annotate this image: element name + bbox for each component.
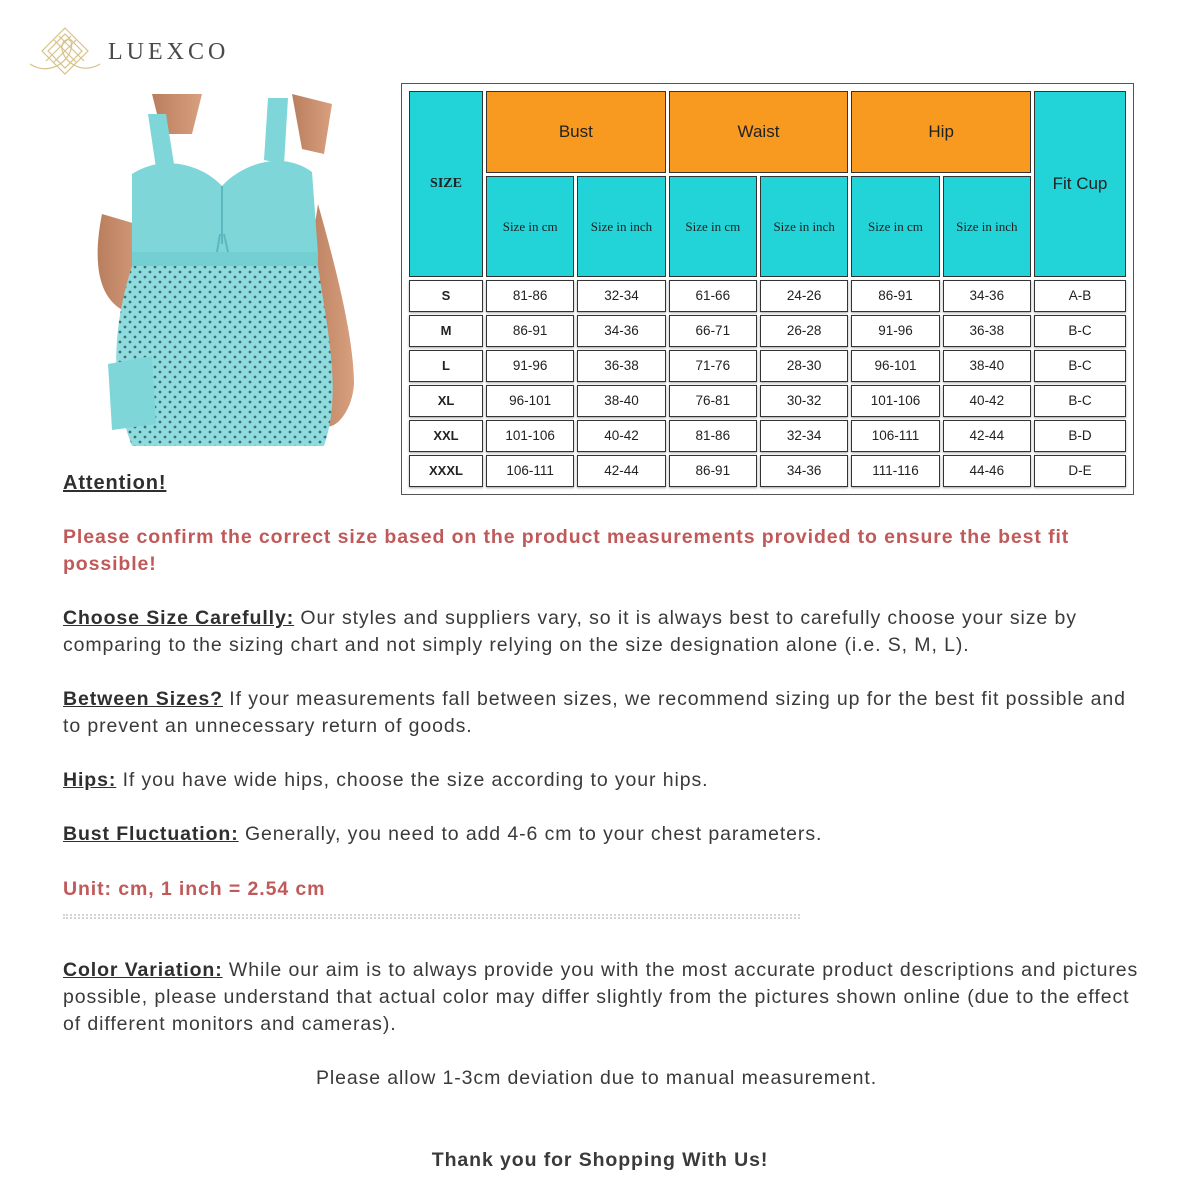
sub-header: Size in inch [760, 176, 848, 276]
dotted-divider [63, 914, 800, 919]
size-row [409, 315, 1126, 347]
size-value-cell: B-C [1034, 350, 1126, 382]
size-value-cell: 36-38 [577, 350, 665, 382]
size-value-cell: 34-36 [577, 315, 665, 347]
hips-label: Hips: [63, 769, 117, 791]
sub-header: Size in cm [851, 176, 939, 276]
deviation-note: Please allow 1-3cm deviation due to manual measurement. [315, 1067, 878, 1089]
size-value-cell: 32-34 [760, 420, 848, 452]
size-row [409, 420, 1126, 452]
size-label-cell: L [409, 350, 483, 382]
size-header: SIZE [409, 91, 483, 277]
sub-header: Size in inch [943, 176, 1031, 276]
hip-header: Hip [851, 91, 1031, 173]
between-sizes-text: If your measurements fall between sizes, we recommend sizing up for the best fit possible and to prevent an unnecessary return of goods. [63, 688, 1126, 737]
size-value-cell: 40-42 [943, 385, 1031, 417]
size-value-cell: 101-106 [851, 385, 939, 417]
size-value-cell: 71-76 [669, 350, 757, 382]
color-variation-label: Color Variation: [63, 959, 223, 981]
size-row [409, 385, 1126, 417]
size-value-cell: 86-91 [486, 315, 574, 347]
size-value-cell: 106-111 [486, 455, 574, 487]
sub-header: Size in inch [577, 176, 665, 276]
size-value-cell: B-C [1034, 315, 1126, 347]
size-value-cell: 81-86 [486, 280, 574, 312]
size-row [409, 280, 1126, 312]
size-value-cell: 101-106 [486, 420, 574, 452]
hips-paragraph [63, 767, 1143, 794]
fit-cup-header: Fit Cup [1034, 91, 1126, 277]
size-chart [401, 83, 1134, 495]
size-value-cell: 34-36 [760, 455, 848, 487]
thank-you-note: Thank you for Shopping With Us! [431, 1149, 769, 1171]
size-value-cell: 44-46 [943, 455, 1031, 487]
attention-heading: Attention! [63, 472, 167, 494]
size-value-cell: 96-101 [486, 385, 574, 417]
size-value-cell: 42-44 [943, 420, 1031, 452]
brand-name: LUEXCO [108, 38, 230, 65]
size-value-cell: 34-36 [943, 280, 1031, 312]
waist-header: Waist [669, 91, 849, 173]
size-value-cell: B-C [1034, 385, 1126, 417]
size-value-cell: 91-96 [486, 350, 574, 382]
size-value-cell: 42-44 [577, 455, 665, 487]
bust-header: Bust [486, 91, 666, 173]
size-label-cell: M [409, 315, 483, 347]
size-value-cell: 81-86 [669, 420, 757, 452]
size-value-cell: 86-91 [669, 455, 757, 487]
unit-note: Unit: cm, 1 inch = 2.54 cm [63, 878, 326, 900]
size-row [409, 350, 1126, 382]
size-value-cell: 32-34 [577, 280, 665, 312]
between-sizes-paragraph [63, 686, 1143, 740]
confirm-notice: Please confirm the correct size based on the product measurements provided to ensure the best fit possible! [63, 526, 1070, 575]
size-label-cell: XXL [409, 420, 483, 452]
color-variation-paragraph [63, 957, 1143, 1038]
hips-text: If you have wide hips, choose the size according to your hips. [116, 769, 709, 791]
choose-size-text: Our styles and suppliers vary, so it is always best to carefully choose your size by comparing to the sizing chart and not simply relying on the size designation alone (i.e. S, M, L). [63, 607, 1077, 656]
size-value-cell: 96-101 [851, 350, 939, 382]
size-value-cell: 66-71 [669, 315, 757, 347]
size-value-cell: 86-91 [851, 280, 939, 312]
color-variation-text: While our aim is to always provide you with the most accurate product descriptions and pictures possible, please understand that actual color may differ slightly from the pictures shown online (due to the effect of different monitors and cameras). [63, 959, 1139, 1035]
size-value-cell: 106-111 [851, 420, 939, 452]
size-value-cell: 40-42 [577, 420, 665, 452]
size-value-cell: 38-40 [943, 350, 1031, 382]
between-sizes-label: Between Sizes? [63, 688, 223, 710]
choose-size-label: Choose Size Carefully: [63, 607, 295, 629]
size-value-cell: D-E [1034, 455, 1126, 487]
luexco-diamond-logo-icon [28, 26, 102, 78]
choose-size-paragraph [63, 605, 1143, 659]
size-value-cell: 61-66 [669, 280, 757, 312]
size-value-cell: 91-96 [851, 315, 939, 347]
brand-logo [28, 26, 229, 78]
size-label-cell: XL [409, 385, 483, 417]
size-value-cell: 36-38 [943, 315, 1031, 347]
swim-dress-icon [92, 94, 358, 458]
sub-header: Size in cm [669, 176, 757, 276]
size-value-cell: 26-28 [760, 315, 848, 347]
size-value-cell: B-D [1034, 420, 1126, 452]
bust-fluctuation-text: Generally, you need to add 4-6 cm to your chest parameters. [238, 823, 823, 845]
size-label-cell: S [409, 280, 483, 312]
size-value-cell: 111-116 [851, 455, 939, 487]
bust-fluctuation-label: Bust Fluctuation: [63, 823, 239, 845]
size-value-cell: 24-26 [760, 280, 848, 312]
size-value-cell: 76-81 [669, 385, 757, 417]
size-label-cell: XXXL [409, 455, 483, 487]
size-value-cell: 38-40 [577, 385, 665, 417]
size-value-cell: 30-32 [760, 385, 848, 417]
size-value-cell: A-B [1034, 280, 1126, 312]
size-value-cell: 28-30 [760, 350, 848, 382]
size-chart-table [406, 88, 1129, 490]
bust-fluctuation-paragraph [63, 821, 1143, 848]
sub-header: Size in cm [486, 176, 574, 276]
